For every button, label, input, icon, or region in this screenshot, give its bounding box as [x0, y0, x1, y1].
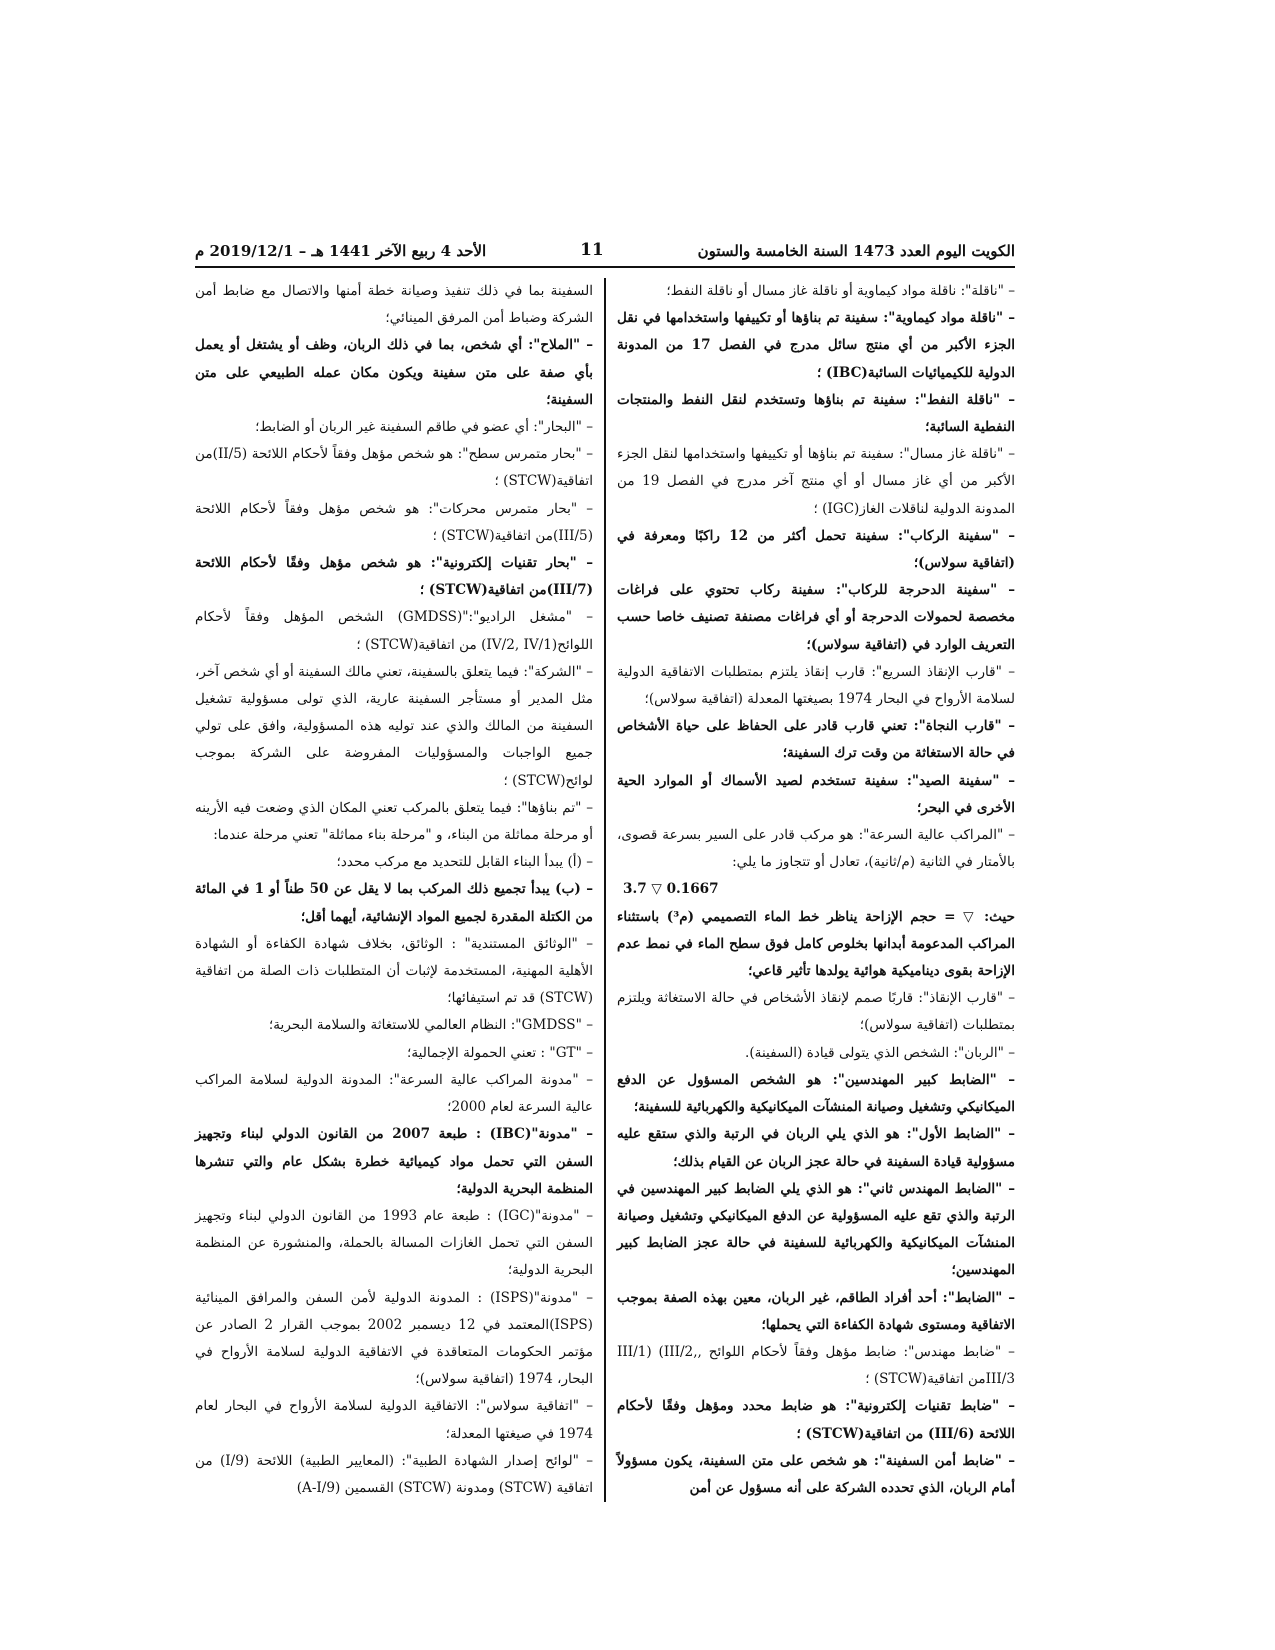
- definition-paragraph: – "المراكب عالية السرعة": هو مركب قادر على السير بسرعة قصوى، بالأمتار في الثانية (م/ثانية)، تعادل أو تتجاوز ما يلي:: [617, 827, 1015, 871]
- definition-paragraph: – "قارب الإنقاذ": قاربًا صمم لإنقاذ الأشخاص في حالة الاستغاثة ويلتزم بمتطلبات (اتفاقية سولاس)؛: [617, 990, 1015, 1034]
- definition-paragraph: – "مدونة"(ISPS) : المدونة الدولية لأمن السفن والمرافق المينائية (ISPS)المعتمد في 12 ديسمبر 2002 بموجب القرار 2 الصادر عن مؤتمر الحكومات المتعاقدة في الاتفاقية الدولية لسلامة الأرواح في البحار، 1974 (اتفاقية سولاس)؛: [195, 1289, 593, 1388]
- definition-paragraph: – "ضابط أمن السفينة": هو شخص على متن السفينة، يكون مسؤولاً أمام الربان، الذي تحدده الشركة على أنه مسؤول عن أمن: [617, 1452, 1015, 1496]
- right-column: [617, 278, 1015, 1502]
- definition-paragraph: – "مدونة"(IBC) : طبعة 2007 من القانون الدولي لبناء وتجهيز السفن التي تحمل مواد كيميائية خطرة بشكل عام والتي تنشرها المنظمة البحرية الدولية؛: [195, 1126, 593, 1197]
- definition-paragraph: – "البحار": أي عضو في طاقم السفينة غير الربان أو الضابط؛: [255, 419, 593, 436]
- definition-paragraph: – "سفينة الصيد": سفينة تستخدم لصيد الأسماك أو الموارد الحية الأخرى في البحر؛: [617, 772, 1015, 816]
- definition-paragraph: – "GMDSS": النظام العالمي للاستغاثة والسلامة البحرية؛: [268, 1017, 593, 1034]
- column-divider: [604, 278, 606, 1502]
- document-page: [195, 240, 1015, 1502]
- left-column: [195, 278, 593, 1502]
- definition-paragraph: – "بحار متمرس سطح": هو شخص مؤهل وفقاً لأحكام اللائحة (II/5)من اتفاقية(STCW) ؛: [195, 446, 593, 490]
- definition-paragraph: – "الربان": الشخص الذي يتولى قيادة (السفينة).: [745, 1044, 1015, 1061]
- definition-paragraph: – "ناقلة مواد كيماوية": سفينة تم بناؤها أو تكييفها واستخدامها في نقل الجزء الأكبر من أي منتج سائل مدرج في الفصل 17 من المدونة الدولية للكيميائيات السائبة(IBC) ؛: [617, 310, 1015, 381]
- definition-paragraph: – "الضابط الأول": هو الذي يلي الربان في الرتبة والذي ستقع عليه مسؤولية قيادة السفينة في حالة عجز الربان عن القيام بذلك؛: [617, 1126, 1015, 1170]
- definition-paragraph: – (ب) يبدأ تجميع ذلك المركب بما لا يقل عن 50 طناً أو 1 في المائة من الكتلة المقدرة لجميع المواد الإنشائية، أيهما أقل؛: [195, 881, 593, 925]
- definition-paragraph: – "اتفاقية سولاس": الاتفاقية الدولية لسلامة الأرواح في البحار لعام 1974 في صيغتها المعدلة؛: [195, 1398, 593, 1442]
- definition-paragraph: – "الشركة": فيما يتعلق بالسفينة، تعني مالك السفينة أو أي شخص آخر، مثل المدير أو مستأجر السفينة عارية، الذي تولى مسؤولية تشغيل السفينة من المالك والذي عند توليه هذه المسؤولية، وافق على تولي جميع الواجبات والمسؤوليات المفروضة على الشركة بموجب لوائح(STCW) ؛: [195, 663, 593, 789]
- definition-paragraph: – "ضابط مهندس": ضابط مؤهل وفقاً لأحكام اللوائح ,III/1) (III/2, III/3من اتفاقية(STCW) ؛: [617, 1343, 1015, 1388]
- definition-paragraph: – "قارب النجاة": تعني قارب قادر على الحفاظ على حياة الأشخاص في حالة الاستغاثة من وقت ترك السفينة؛: [617, 718, 1015, 762]
- definition-paragraph: – "بحار متمرس محركات": هو شخص مؤهل وفقاً لأحكام اللائحة (III/5)من اتفاقية(STCW) ؛: [195, 500, 593, 544]
- definition-paragraph: – "الوثائق المستندية" : الوثائق، بخلاف شهادة الكفاءة أو الشهادة الأهلية المهنية، المستخدمة لإثبات أن المتطلبات ذات الصلة من اتفاقية (STCW) قد تم استيفائها؛: [195, 935, 593, 1007]
- definition-paragraph: – "سفينة الدحرجة للركاب": سفينة ركاب تحتوي على فراغات مخصصة لحمولات الدحرجة أو أي فراغات مصنفة تصنيف خاصا حسب التعريف الوارد في (اتفاقية سولاس)؛: [617, 582, 1015, 653]
- definition-paragraph: – "الضابط": أحد أفراد الطاقم، غير الربان، معين بهذه الصفة بموجب الاتفاقية ومستوى شهادة الكفاءة التي يحملها؛: [617, 1289, 1015, 1333]
- definition-paragraph: – "ناقلة النفط": سفينة تم بناؤها وتستخدم لنقل النفط والمنتجات النفطية السائبة؛: [617, 391, 1015, 436]
- definition-paragraph: – "الضابط كبير المهندسين": هو الشخص المسؤول عن الدفع الميكانيكي وتشغيل وصيانة المنشآت الميكانيكية والكهربائية للسفينة؛: [617, 1071, 1015, 1116]
- definition-paragraph: – "GT" : تعني الحمولة الإجمالية؛: [407, 1044, 593, 1061]
- definition-paragraph: – "بحار تقنيات إلكترونية": هو شخص مؤهل وفقًا لأحكام اللائحة (III/7)من اتفاقية(STCW) ؛: [195, 555, 593, 599]
- issue-date: الأحد 4 ربيع الآخر 1441 هـ – 2019/12/1 م: [195, 242, 487, 260]
- definition-paragraph: – "تم بناؤها": فيما يتعلق بالمركب تعني المكان الذي وضعت فيه الأرينه أو مرحلة مماثلة من البناء، و "مرحلة بناء مماثلة" تعني مرحلة عندما:: [195, 799, 593, 844]
- definition-paragraph: – "ناقلة": ناقلة مواد كيماوية أو ناقلة غاز مسال أو ناقلة النفط؛: [666, 283, 1015, 299]
- gazette-issue-info: الكويت اليوم العدد 1473 السنة الخامسة والستون: [697, 242, 1015, 260]
- definition-paragraph: – "مدونة المراكب عالية السرعة": المدونة الدولية لسلامة المراكب عالية السرعة لعام 2000؛: [195, 1071, 593, 1116]
- definition-paragraph: – (أ) يبدأ البناء القابل للتحديد مع مركب محدد؛: [336, 854, 593, 871]
- definition-paragraph: – "لوائح إصدار الشهادة الطبية": (المعايير الطبية) اللائحة (I/9) من اتفاقية (STCW) ومدونة (STCW) القسمين (A-I/9): [195, 1452, 593, 1496]
- definition-paragraph: حيث: ▽ = حجم الإزاحة يناظر خط الماء التصميمي (م³) باستثناء المراكب المدعومة أبدانها بخلوص كامل فوق سطح الماء في نمط عدم الإزاحة بقوى ديناميكية هوائية يولدها تأثير قاعي؛: [617, 908, 1015, 980]
- definition-paragraph: – "مدونة"(IGC) : طبعة عام 1993 من القانون الدولي لبناء وتجهيز السفن التي تحمل الغازات المسالة بالحملة، والمنشورة عن المنظمة البحرية الدولية؛: [195, 1207, 594, 1279]
- definition-paragraph: – "مشغل الراديو":"(GMDSS) الشخص المؤهل وفقاً لأحكام اللوائح(IV/2, IV/1) من اتفاقية(STCW) ؛: [195, 609, 593, 653]
- definition-paragraph: – "ناقلة غاز مسال": سفينة تم بناؤها أو تكييفها واستخدامها لنقل الجزء الأكبر من أي غاز مسال أو أي منتج آخر مدرج في الفصل 19 من المدونة الدولية لناقلات الغاز(IGC) ؛: [617, 446, 1015, 517]
- page-header: [195, 240, 1015, 268]
- definition-paragraph: – "سفينة الركاب": سفينة تحمل أكثر من 12 راكبًا ومعرفة في (اتفاقية سولاس)؛: [617, 527, 1015, 572]
- speed-formula: 3.7 ▽ 0.1667: [623, 881, 719, 898]
- definition-paragraph: السفينة بما في ذلك تنفيذ وصيانة خطة أمنها والاتصال مع ضابط أمن الشركة وضباط أمن المرفق المينائي؛: [195, 283, 593, 327]
- definition-paragraph: – "الملاح": أي شخص، بما في ذلك الربان، وظف أو يشتغل أو يعمل بأي صفة على متن سفينة ويكون مكان عمله الطبيعي على متن السفينة؛: [195, 337, 593, 408]
- definition-paragraph: – "ضابط تقنيات إلكترونية": هو ضابط محدد ومؤهل وفقًا لأحكام اللائحة (III/6) من اتفاقية(STCW) ؛: [617, 1398, 1015, 1442]
- definition-paragraph: – "الضابط المهندس ثاني": هو الذي يلي الضابط كبير المهندسين في الرتبة والذي تقع عليه المسؤولية عن الدفع الميكانيكي وتشغيل وصيانة المنشآت الميكانيكية والكهربائية للسفينة في حالة عجز الضابط كبير المهندسين؛: [617, 1180, 1015, 1279]
- two-column-body: [195, 278, 1015, 1502]
- definition-paragraph: – "قارب الإنقاذ السريع": قارب إنقاذ يلتزم بمتطلبات الاتفاقية الدولية لسلامة الأرواح في البحار 1974 بصيغتها المعدلة (اتفاقية سولاس)؛: [617, 663, 1015, 708]
- page-number: 11: [580, 240, 604, 260]
